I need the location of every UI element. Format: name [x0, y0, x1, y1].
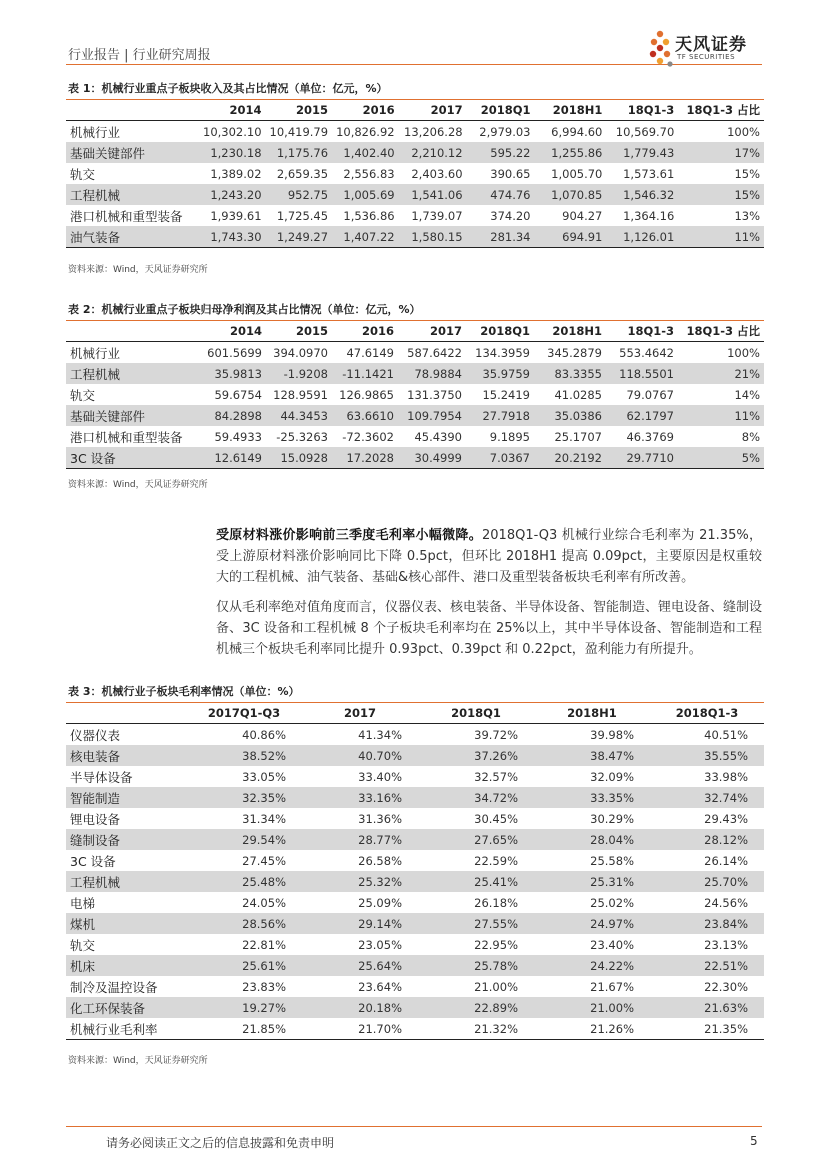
- table1-row: [66, 121, 764, 143]
- table3-row-label: 半导体设备: [70, 769, 133, 785]
- table3-cell: 33.98%: [704, 769, 748, 784]
- table3-row-label: 制冷及温控设备: [70, 979, 158, 995]
- table3-cell: 25.58%: [590, 853, 634, 868]
- table3-cell: 25.48%: [186, 871, 302, 892]
- table2-col-header: 2018H1: [534, 321, 606, 342]
- table3-cell: 40.51%: [704, 727, 748, 742]
- table1-cell: 2,210.12: [399, 142, 467, 163]
- table1-cell: 13,206.28: [404, 124, 463, 139]
- table1-col-header: 2018H1: [535, 100, 607, 121]
- table1-cell: 1,364.16: [623, 208, 675, 223]
- table2-row: [66, 342, 764, 364]
- table3-row: [66, 787, 764, 808]
- table1-cell: 1,541.06: [399, 184, 467, 205]
- table2-row-label: 轨交: [70, 387, 96, 403]
- table2-col-header: 2016: [332, 321, 398, 342]
- table2-cell: 30.4999: [398, 447, 466, 469]
- table3-cell: 39.98%: [590, 727, 634, 742]
- table3-row-label: 缝制设备: [66, 829, 186, 850]
- table2-cell: 118.5501: [606, 363, 678, 384]
- table1-cell: 10,569.70: [615, 124, 675, 139]
- table1-revenue: [66, 99, 764, 248]
- table3-row-label: 轨交: [70, 937, 96, 953]
- table3-row: [66, 997, 764, 1018]
- table2-col-header: 2015: [266, 321, 332, 342]
- table3-cell: 31.34%: [242, 811, 286, 826]
- table3-cell: 22.51%: [650, 955, 764, 976]
- table1-source: 资料来源：Wind，天风证券研究所: [68, 265, 208, 275]
- table2-cell: 59.4933: [214, 429, 262, 444]
- footer-disclaimer: 请务必阅读正文之后的信息披露和免责申明: [106, 1136, 335, 1150]
- table3-cell: 24.22%: [534, 955, 650, 976]
- table3-cell: 27.55%: [418, 913, 534, 934]
- table3-row: [66, 745, 764, 766]
- table1-cell: 2,556.83: [343, 166, 395, 181]
- table1-cell: 1,070.85: [535, 184, 607, 205]
- table1-cell: 1,939.61: [210, 208, 262, 223]
- table3-cell: 40.70%: [302, 745, 418, 766]
- table1-col-header: 18Q1-3 占比: [678, 100, 764, 121]
- table3-cell: 38.52%: [186, 745, 302, 766]
- table3-row: [66, 871, 764, 892]
- table3-cell: 25.70%: [650, 871, 764, 892]
- table3-cell: 21.85%: [186, 1018, 302, 1040]
- table1-row-label: 轨交: [70, 166, 96, 182]
- table3-caption: 表 3：机械行业子板块毛利率情况（单位：%）: [68, 685, 300, 698]
- table3-cell: 25.64%: [302, 955, 418, 976]
- table3-header-blank: [66, 703, 186, 724]
- table2-cell: 63.6610: [332, 405, 398, 426]
- table3-cell: 28.77%: [302, 829, 418, 850]
- table1-cell: 1,249.27: [266, 226, 333, 248]
- table3-cell: 20.18%: [302, 997, 418, 1018]
- table1-col-header: 2017: [399, 100, 467, 121]
- table2-cell: 25.1707: [554, 429, 602, 444]
- table3-cell: 21.00%: [534, 997, 650, 1018]
- table1-cell: 15%: [734, 166, 760, 181]
- table2-row: [66, 405, 764, 426]
- table3-cell: 40.86%: [242, 727, 286, 742]
- table3-cell: 19.27%: [186, 997, 302, 1018]
- table3-col-header: 2018Q1: [418, 703, 534, 724]
- table2-cell: 20.2192: [534, 447, 606, 469]
- table3-row-label: 仪器仪表: [70, 727, 121, 743]
- table2-cell: 59.6754: [214, 387, 262, 402]
- table2-cell: 587.6422: [407, 345, 462, 360]
- table3-cell: 33.35%: [534, 787, 650, 808]
- table1-cell: 2,403.60: [411, 166, 463, 181]
- table3-cell: 33.05%: [242, 769, 286, 784]
- table1-row-label: 工程机械: [66, 184, 199, 205]
- table3-cell: 21.35%: [650, 1018, 764, 1040]
- table3-row-label: 3C 设备: [70, 853, 116, 869]
- table3-cell: 38.47%: [534, 745, 650, 766]
- table2-cell: 83.3355: [534, 363, 606, 384]
- table2-cell: -1.9208: [266, 363, 332, 384]
- table3-cell: 23.40%: [590, 937, 634, 952]
- table1-cell: 1,546.32: [606, 184, 678, 205]
- table3-col-header: 2018Q1-3: [650, 703, 764, 724]
- table2-cell: 46.3769: [626, 429, 674, 444]
- table3-row-label: 电梯: [70, 895, 96, 911]
- table2-cell: 8%: [741, 429, 760, 444]
- table2-cell: 29.7710: [606, 447, 678, 469]
- table2-cell: 5%: [678, 447, 764, 469]
- table1-cell: 10,419.79: [269, 124, 329, 139]
- table1-cell: 281.34: [467, 226, 535, 248]
- table3-cell: 29.14%: [302, 913, 418, 934]
- table3-cell: 21.26%: [534, 1018, 650, 1040]
- table2-cell: 35.9759: [466, 363, 534, 384]
- table1-cell: 1,725.45: [276, 208, 329, 223]
- logo-flower-icon: [650, 31, 673, 67]
- table3-cell: 25.41%: [418, 871, 534, 892]
- table2-cell: 7.0367: [466, 447, 534, 469]
- table2-caption: 表 2：机械行业重点子板块归母净利润及其占比情况（单位：亿元，%）: [68, 303, 421, 316]
- table3-cell: 28.04%: [534, 829, 650, 850]
- table3-col-header: 2018H1: [534, 703, 650, 724]
- table3-row-label: 煤机: [66, 913, 186, 934]
- table1-row-label: 港口机械和重型装备: [70, 208, 183, 224]
- table1-row: [66, 163, 764, 184]
- table3-cell: 28.56%: [186, 913, 302, 934]
- table2-row: [66, 447, 764, 469]
- table3-cell: 33.16%: [302, 787, 418, 808]
- table3-source: 资料来源：Wind，天风证券研究所: [68, 1056, 208, 1066]
- table1-cell: 694.91: [535, 226, 607, 248]
- table2-cell: 17.2028: [332, 447, 398, 469]
- table3-cell: 23.83%: [242, 979, 286, 994]
- table1-cell: 1,402.40: [332, 142, 399, 163]
- table3-cell: 24.97%: [534, 913, 650, 934]
- table1-cell: 13%: [734, 208, 760, 223]
- table3-row: [66, 955, 764, 976]
- table2-cell: 35.9813: [200, 363, 266, 384]
- table2-cell: 9.1895: [489, 429, 530, 444]
- table3-cell: 22.89%: [418, 997, 534, 1018]
- table1-cell: 11%: [678, 226, 764, 248]
- table3-row-label: 核电装备: [66, 745, 186, 766]
- table3-cell: 35.55%: [650, 745, 764, 766]
- paragraph-body: 仅从毛利率绝对值角度而言，仪器仪表、核电装备、半导体设备、智能制造、锂电设备、缝制设备、3C 设备和工程机械 8 个子板块毛利率均在 25%以上，其中半导体设备、智能制造和工程机械三个板块毛利率同比提升 0.93pct、0.39pct 和 0.22pct，盈利能力有所提升。: [216, 600, 763, 657]
- table2-cell: 126.9865: [339, 387, 394, 402]
- table3-cell: 26.14%: [704, 853, 748, 868]
- table1-cell: 1,739.07: [411, 208, 463, 223]
- table3-cell: 37.26%: [418, 745, 534, 766]
- table1-cell: 15%: [678, 184, 764, 205]
- table2-cell: 35.0386: [534, 405, 606, 426]
- table3-cell: 25.78%: [418, 955, 534, 976]
- table3-row: [66, 976, 764, 997]
- table2-cell: 12.6149: [200, 447, 266, 469]
- table2-source: 资料来源：Wind，天风证券研究所: [68, 480, 208, 490]
- table1-cell: 1,255.86: [535, 142, 607, 163]
- table3-cell: 22.30%: [704, 979, 748, 994]
- paragraph-body: 2018Q1-Q3 机械行业综合毛利率为 21.35%，受上游原材料涨价影响同比下降 0.5pct，但环比 2018H1 提高 0.09pct，主要原因是权重较大的工程机械、油气装备、基础&核心部件、港口及重型装备板块毛利率有所改善。: [216, 528, 762, 585]
- table3-row-label: 机床: [66, 955, 186, 976]
- table1-cell: 952.75: [266, 184, 333, 205]
- table3-row: [66, 829, 764, 850]
- table3-cell: 21.67%: [590, 979, 634, 994]
- table3-cell: 24.56%: [704, 895, 748, 910]
- table2-row-label: 基础关键部件: [66, 405, 200, 426]
- table2-cell: 128.9591: [273, 387, 328, 402]
- report-header-title: 行业报告 | 行业研究周报: [68, 48, 211, 63]
- table1-cell: 2,659.35: [276, 166, 329, 181]
- table2-row: [66, 426, 764, 447]
- table3-row: [66, 1018, 764, 1040]
- table3-cell: 21.63%: [650, 997, 764, 1018]
- table3-cell: 23.84%: [650, 913, 764, 934]
- table3-cell: 25.09%: [358, 895, 402, 910]
- table1-cell: 1,743.30: [199, 226, 266, 248]
- table1-cell: 595.22: [467, 142, 535, 163]
- table1-cell: 1,126.01: [606, 226, 678, 248]
- table3-row: [66, 766, 764, 787]
- table3-cell: 22.59%: [474, 853, 518, 868]
- table1-cell: 1,573.61: [623, 166, 675, 181]
- table1-col-header: 2014: [199, 100, 266, 121]
- table3-cell: 26.18%: [474, 895, 518, 910]
- table3-cell: 24.05%: [242, 895, 286, 910]
- table2-col-header: 2018Q1: [466, 321, 534, 342]
- footer-divider: [66, 1126, 762, 1127]
- table3-cell: 34.72%: [418, 787, 534, 808]
- table2-cell: 79.0767: [626, 387, 674, 402]
- table1-caption: 表 1：机械行业重点子板块收入及其占比情况（单位：亿元，%）: [68, 82, 388, 95]
- table2-cell: 84.2898: [200, 405, 266, 426]
- table1-cell: 1,230.18: [199, 142, 266, 163]
- table2-cell: 78.9884: [398, 363, 466, 384]
- table2-row: [66, 384, 764, 405]
- table2-col-header: 18Q1-3 占比: [678, 321, 764, 342]
- table1-cell: 2,979.03: [479, 124, 531, 139]
- table1-cell: 1,580.15: [399, 226, 467, 248]
- table3-cell: 27.65%: [418, 829, 534, 850]
- table3-cell: 32.74%: [650, 787, 764, 808]
- table3-row-label: 化工环保装备: [66, 997, 186, 1018]
- table1-cell: 1,005.69: [332, 184, 399, 205]
- table2-net-profit: [66, 320, 764, 469]
- table1-row-label: 机械行业: [70, 124, 121, 140]
- table2-cell: 45.4390: [414, 429, 462, 444]
- table2-cell: 131.3750: [407, 387, 462, 402]
- table3-cell: 26.58%: [358, 853, 402, 868]
- table3-cell: 31.36%: [358, 811, 402, 826]
- table3-cell: 25.02%: [590, 895, 634, 910]
- table3-cell: 23.13%: [704, 937, 748, 952]
- table3-gross-margin: [66, 702, 764, 1040]
- table1-cell: 1,407.22: [332, 226, 399, 248]
- table1-row: [66, 226, 764, 248]
- table3-cell: 32.35%: [186, 787, 302, 808]
- table3-row-label: 工程机械: [66, 871, 186, 892]
- table2-cell: 47.6149: [346, 345, 394, 360]
- table3-col-header: 2017Q1-Q3: [186, 703, 302, 724]
- table2-cell: 134.3959: [475, 345, 530, 360]
- table3-cell: 29.43%: [704, 811, 748, 826]
- logo-brand-name: 天风证券: [675, 35, 747, 55]
- table2-cell: 553.4642: [619, 345, 674, 360]
- paragraph-gross-margin-summary: [216, 525, 762, 588]
- table1-cell: 6,994.60: [551, 124, 603, 139]
- table2-cell: 601.5699: [207, 345, 262, 360]
- table3-row-label: 智能制造: [66, 787, 186, 808]
- table3-cell: 29.54%: [186, 829, 302, 850]
- table3-cell: 41.34%: [358, 727, 402, 742]
- paragraph-lead-sentence: 受原材料涨价影响前三季度毛利率小幅微降。: [216, 528, 482, 543]
- table1-cell: 474.76: [467, 184, 535, 205]
- table1-cell: 1,389.02: [210, 166, 262, 181]
- table3-cell: 21.00%: [474, 979, 518, 994]
- table2-header-blank: [66, 321, 200, 342]
- table3-cell: 22.95%: [474, 937, 518, 952]
- table1-col-header: 18Q1-3: [606, 100, 678, 121]
- table3-cell: 23.64%: [358, 979, 402, 994]
- table1-cell: 374.20: [490, 208, 531, 223]
- table3-cell: 39.72%: [474, 727, 518, 742]
- table2-cell: 15.2419: [482, 387, 530, 402]
- table1-row: [66, 142, 764, 163]
- table3-cell: 22.81%: [242, 937, 286, 952]
- table1-row: [66, 184, 764, 205]
- table3-cell: 25.61%: [186, 955, 302, 976]
- table1-cell: 1,536.86: [343, 208, 395, 223]
- table2-cell: 62.1797: [606, 405, 678, 426]
- table2-col-header: 2017: [398, 321, 466, 342]
- table2-cell: 44.3453: [266, 405, 332, 426]
- table3-row: [66, 850, 764, 871]
- table1-col-header: 2016: [332, 100, 399, 121]
- table1-cell: 100%: [727, 124, 760, 139]
- table3-cell: 28.12%: [650, 829, 764, 850]
- table3-cell: 30.45%: [474, 811, 518, 826]
- table1-header-blank: [66, 100, 199, 121]
- table1-cell: 904.27: [562, 208, 603, 223]
- table1-col-header: 2015: [266, 100, 333, 121]
- table3-cell: 30.29%: [590, 811, 634, 826]
- page-number: 5: [750, 1134, 758, 1148]
- table2-cell: 109.7954: [398, 405, 466, 426]
- table3-cell: 25.32%: [302, 871, 418, 892]
- table1-cell: 1,005.70: [551, 166, 603, 181]
- table3-row-label: 锂电设备: [70, 811, 121, 827]
- table2-cell: 100%: [727, 345, 760, 360]
- table2-cell: 15.0928: [266, 447, 332, 469]
- table2-row-label: 工程机械: [66, 363, 200, 384]
- table3-cell: 27.45%: [242, 853, 286, 868]
- table1-cell: 10,302.10: [203, 124, 262, 139]
- table1-cell: 17%: [678, 142, 764, 163]
- table1-cell: 1,175.76: [266, 142, 333, 163]
- table2-col-header: 18Q1-3: [606, 321, 678, 342]
- table3-row: [66, 724, 764, 746]
- table3-cell: 33.40%: [358, 769, 402, 784]
- table2-row: [66, 363, 764, 384]
- table2-col-header: 2014: [200, 321, 266, 342]
- table1-cell: 1,779.43: [606, 142, 678, 163]
- table2-cell: -25.3263: [276, 429, 328, 444]
- table3-cell: 32.09%: [590, 769, 634, 784]
- table1-col-header: 2018Q1: [467, 100, 535, 121]
- table1-row: [66, 205, 764, 226]
- table2-cell: 394.0970: [273, 345, 328, 360]
- table3-cell: 23.05%: [358, 937, 402, 952]
- table3-cell: 25.31%: [534, 871, 650, 892]
- table2-cell: 345.2879: [547, 345, 602, 360]
- table1-row-label: 基础关键部件: [66, 142, 199, 163]
- paragraph-gross-margin-detail: [216, 597, 762, 660]
- table2-row-label: 港口机械和重型装备: [70, 429, 183, 445]
- table3-row: [66, 808, 764, 829]
- table1-cell: 390.65: [490, 166, 531, 181]
- logo-brand-english: TF SECURITIES: [677, 53, 736, 61]
- table3-cell: 32.57%: [474, 769, 518, 784]
- table2-row-label: 机械行业: [70, 345, 121, 361]
- table2-row-label: 3C 设备: [66, 447, 200, 469]
- table3-cell: 21.70%: [302, 1018, 418, 1040]
- table2-cell: 21%: [678, 363, 764, 384]
- table2-cell: -11.1421: [332, 363, 398, 384]
- table3-row: [66, 913, 764, 934]
- table1-cell: 10,826.92: [336, 124, 395, 139]
- table2-cell: 14%: [734, 387, 760, 402]
- table3-row: [66, 934, 764, 955]
- table2-cell: -72.3602: [342, 429, 394, 444]
- table3-row-label: 机械行业毛利率: [66, 1018, 186, 1040]
- table3-row: [66, 892, 764, 913]
- table3-col-header: 2017: [302, 703, 418, 724]
- table1-cell: 1,243.20: [199, 184, 266, 205]
- table3-cell: 21.32%: [418, 1018, 534, 1040]
- table2-cell: 41.0285: [554, 387, 602, 402]
- table1-row-label: 油气装备: [66, 226, 199, 248]
- table2-cell: 27.7918: [466, 405, 534, 426]
- table2-cell: 11%: [678, 405, 764, 426]
